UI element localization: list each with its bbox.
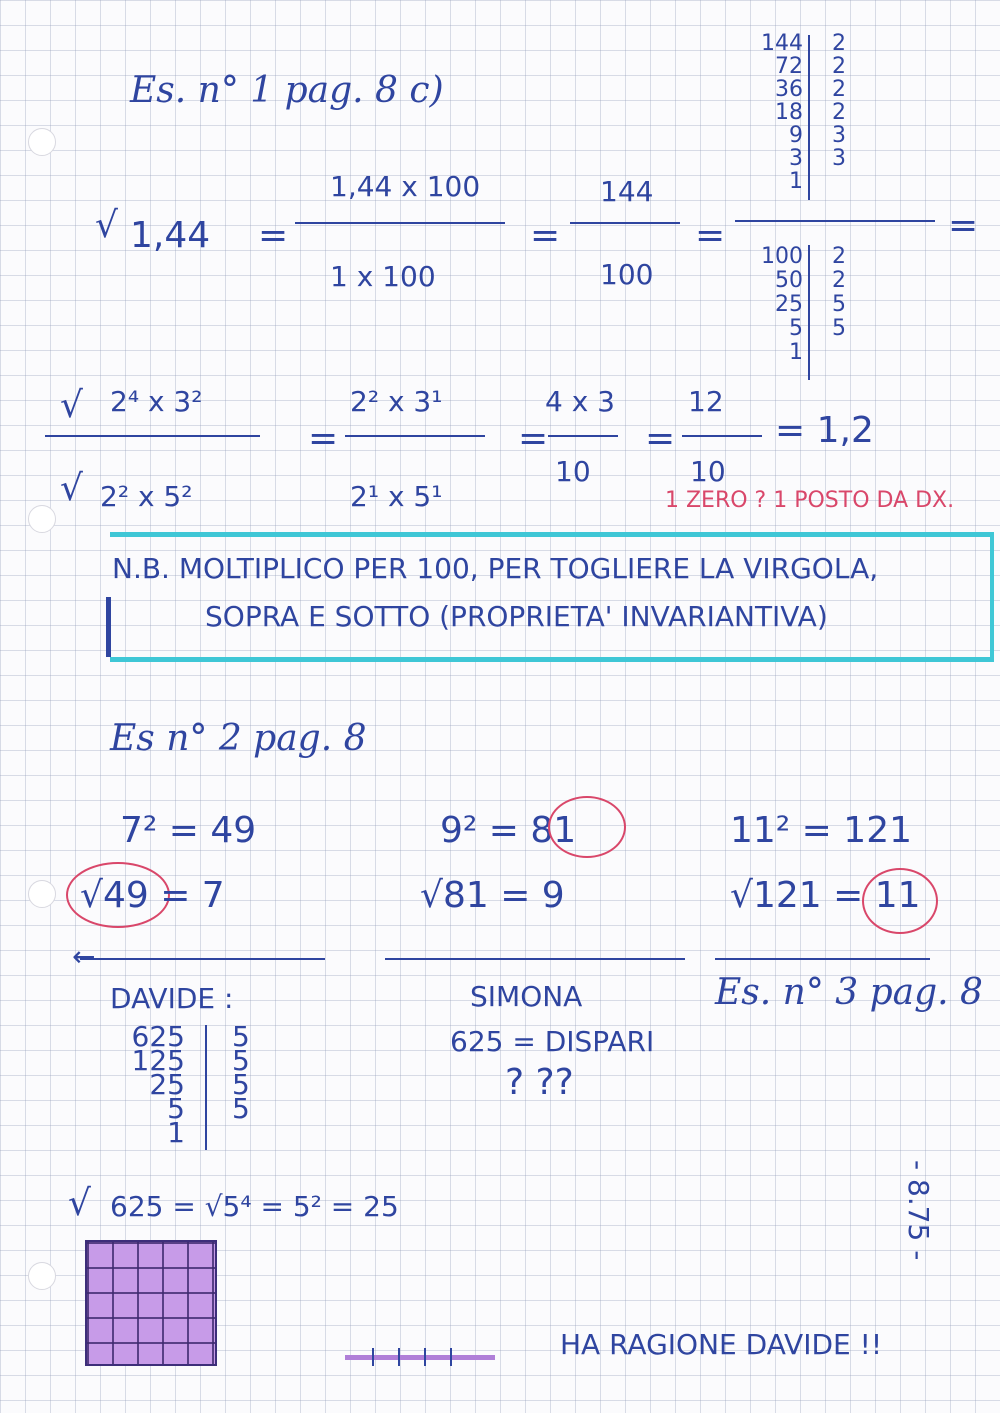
fraction1-denominator: 1 x 100 (330, 260, 436, 293)
ex3-title: Es. n° 3 pag. 8 (715, 972, 983, 1013)
side-note: - 8.75 - (902, 1160, 935, 1261)
sqrt-sign: √ (60, 385, 83, 426)
ex1-title: Es. n° 1 pag. 8 c) (130, 70, 444, 111)
binder-hole (28, 505, 56, 533)
pink-circle (548, 796, 626, 858)
divisors-144: 2 2 2 2 3 3 (832, 31, 846, 171)
fraction1-numerator: 1,44 x 100 (330, 170, 481, 203)
arrow-left-icon: ← (72, 940, 96, 973)
sqrt-sign: √ (60, 468, 83, 509)
ex2-b2: √81 = 9 (420, 875, 565, 916)
ex2-title: Es n° 2 pag. 8 (110, 718, 367, 759)
row2-denominator-d: 10 (690, 455, 726, 488)
row2-numerator-a: 2⁴ x 3² (110, 385, 203, 418)
ex2-c2: √121 = 11 (730, 875, 921, 916)
binder-hole (28, 128, 56, 156)
row2-result: = 1,2 (775, 410, 874, 451)
fraction-bar (735, 220, 935, 222)
row2-denominator-b: 2¹ x 5¹ (350, 480, 443, 513)
row2-denominator-a: 2² x 5² (100, 480, 193, 513)
segment-tick (372, 1348, 374, 1366)
separator-line (385, 958, 685, 960)
divisors-100: 2 2 5 5 (832, 244, 846, 341)
fraction2-denominator: 100 (600, 258, 654, 291)
factors-144: 144 72 36 18 9 3 1 (761, 31, 803, 194)
equals-sign: = (258, 215, 289, 256)
ex2-a2: √49 = 7 (80, 875, 225, 916)
row2-denominator-c: 10 (555, 455, 591, 488)
factor-divider (808, 35, 810, 200)
simona-line: 625 = DISPARI (450, 1025, 655, 1058)
equals-sign: = (695, 215, 726, 256)
conclusion-text: HA RAGIONE DAVIDE !! (560, 1328, 883, 1361)
ex2-b1: 9² = 81 (440, 810, 577, 851)
fraction2-numerator: 144 (600, 175, 654, 208)
segment-tick (424, 1348, 426, 1366)
davide-label: DAVIDE : (110, 982, 234, 1015)
fraction-bar (548, 435, 618, 437)
segment-tick (450, 1348, 452, 1366)
factors-100: 100 50 25 5 1 (761, 244, 803, 365)
divisors-625: 5 5 5 5 (232, 1020, 250, 1125)
ex1-lhs: 1,44 (130, 215, 211, 256)
factor-divider (205, 1025, 207, 1150)
binder-hole (28, 880, 56, 908)
nb-line1: N.B. MOLTIPLICO PER 100, PER TOGLIERE LA VIRGOLA, (112, 552, 879, 585)
separator-line (715, 958, 930, 960)
fraction-bar (682, 435, 762, 437)
ex3-result: 625 = √5⁴ = 5² = 25 (110, 1190, 399, 1223)
simona-label: SIMONA (470, 980, 583, 1013)
segment-tick (398, 1348, 400, 1366)
pink-note: 1 ZERO ? 1 POSTO DA DX. (665, 488, 955, 513)
binder-hole (28, 1262, 56, 1290)
row2-numerator-c: 4 x 3 (545, 385, 615, 418)
purple-grid-square (85, 1240, 217, 1366)
sqrt-sign: √ (95, 205, 118, 246)
equals-sign: = (518, 418, 549, 459)
equals-sign: = (308, 418, 339, 459)
simona-questions: ? ?? (505, 1062, 574, 1103)
fraction-bar (345, 435, 485, 437)
ex2-a1: 7² = 49 (120, 810, 257, 851)
sqrt-sign: √ (68, 1183, 91, 1224)
ex2-c1: 11² = 121 (730, 810, 913, 851)
purple-segment (345, 1355, 495, 1360)
factor-divider (808, 245, 810, 380)
pink-circle (862, 868, 938, 934)
equals-sign: = (948, 205, 979, 246)
nb-line2: SOPRA E SOTTO (PROPRIETA' INVARIANTIVA) (205, 600, 828, 633)
fraction-bar (570, 222, 680, 224)
fraction-bar (45, 435, 260, 437)
fraction-bar (295, 222, 505, 224)
equals-sign: = (530, 215, 561, 256)
separator-line (80, 958, 325, 960)
equals-sign: = (645, 418, 676, 459)
factors-625: 625 125 25 5 1 (131, 1020, 185, 1149)
row2-numerator-d: 12 (688, 385, 724, 418)
row2-numerator-b: 2² x 3¹ (350, 385, 443, 418)
nb-margin-bar (106, 597, 111, 657)
